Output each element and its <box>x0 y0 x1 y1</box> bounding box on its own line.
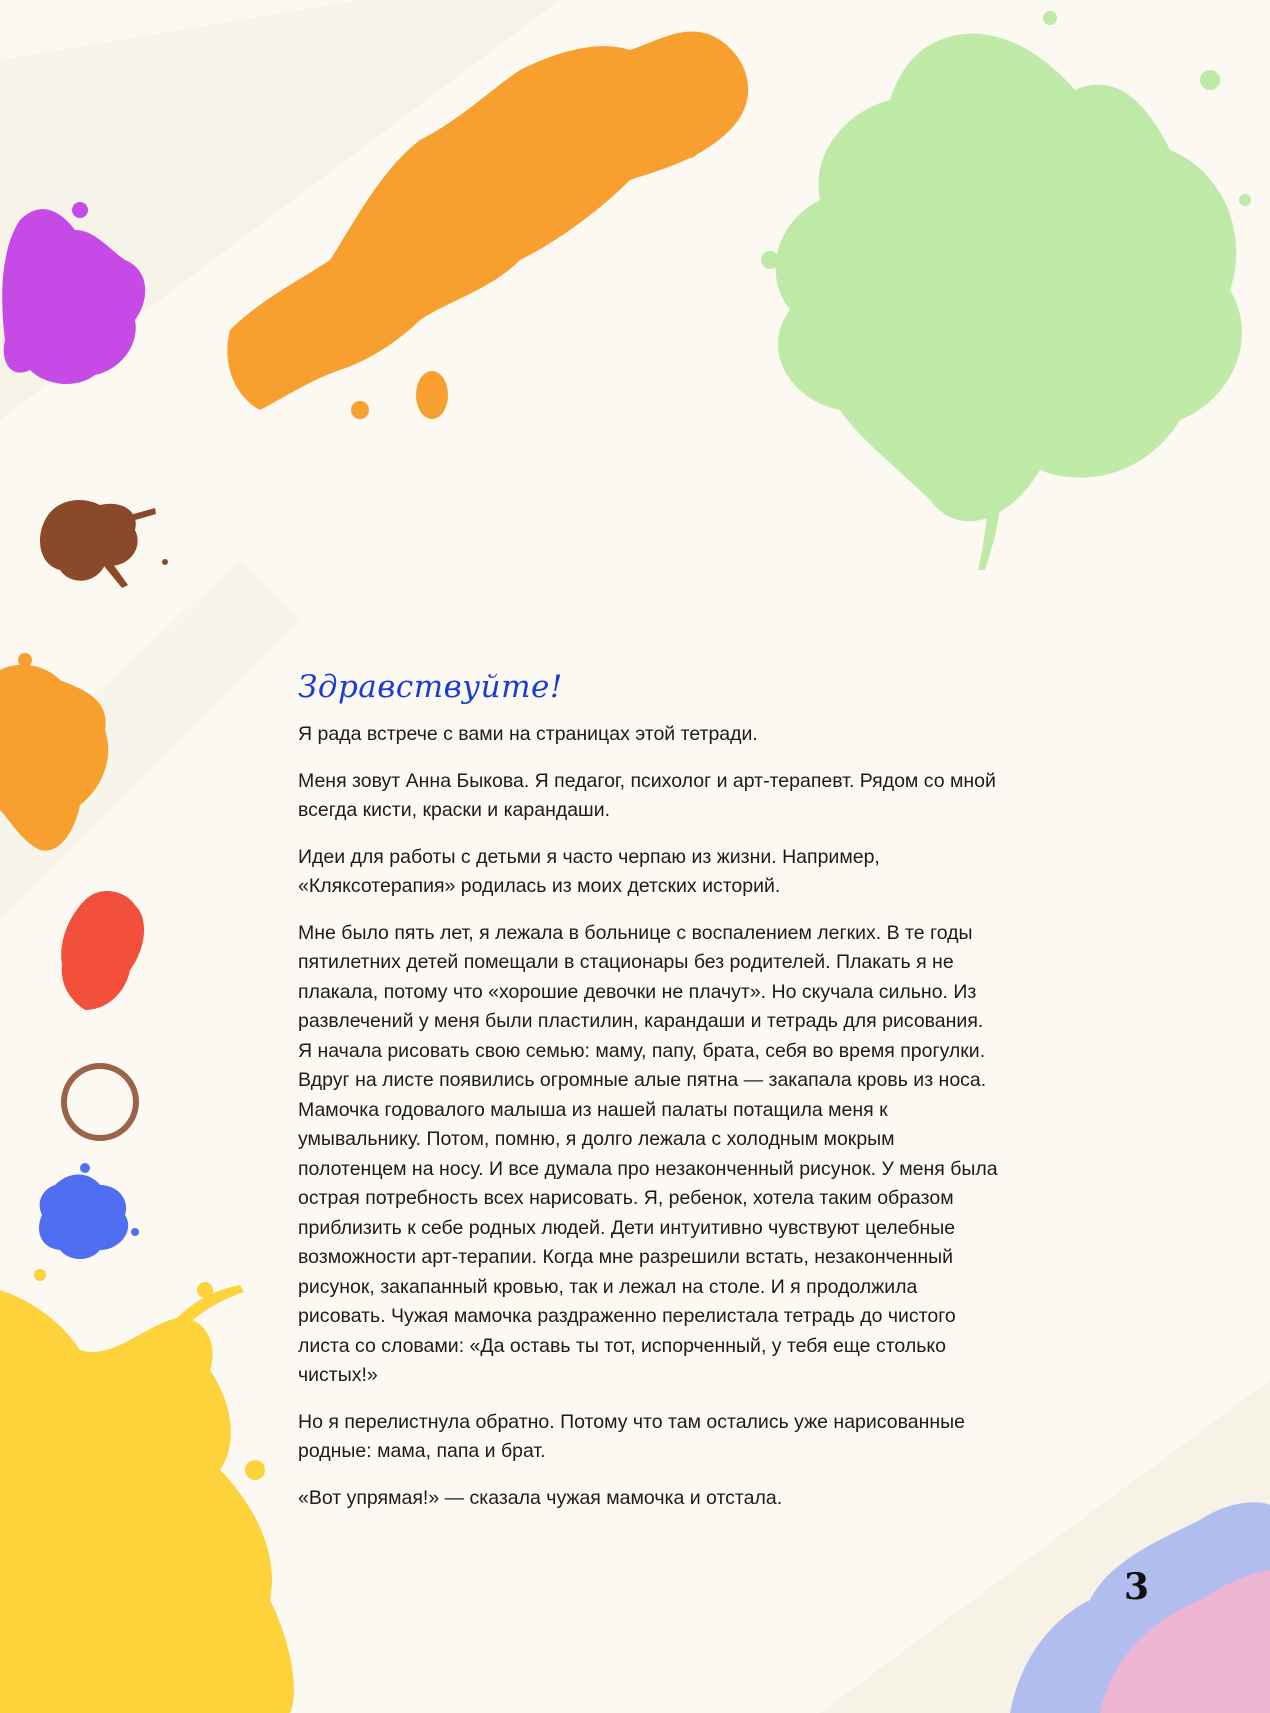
greeting-heading: Здравствуйте! <box>298 669 563 705</box>
paragraph: «Вот упрямая!» — сказала чужая мамочка и отстала. <box>298 1486 783 1509</box>
text-column <box>298 666 998 1530</box>
paragraph: Я рада встрече с вами на страницах этой тетради. <box>298 723 758 745</box>
yellow-paint-blot <box>0 1269 294 1713</box>
red-paint-blot <box>61 891 144 1010</box>
blue-paint-blot <box>39 1163 139 1259</box>
brown-paint-blot <box>40 500 168 588</box>
paragraph: Меня зовут Анна Быкова. Я педагог, психолог и арт-терапевт. Рядом со мной всегда кисти, краски и карандаши. <box>298 769 996 821</box>
green-paint-blot <box>761 11 1251 570</box>
paragraph: Но я перелистнула обратно. Потому что там остались уже нарисованные родные: мама, папа и брат. <box>298 1410 965 1462</box>
page-number: 3 <box>1124 1566 1150 1608</box>
brown-paint-ring <box>64 1066 136 1138</box>
paragraph: Идеи для работы с детьми я часто черпаю из жизни. Например, «Кляксотерапия» родилась из моих детских историй. <box>298 845 880 897</box>
paragraph: Мне было пять лет, я лежала в больнице с воспалением легких. В те годы пятилетних детей помещали в стационары без родителей. Плакать я не плакала, потому что «хорошие девочки не плачут». Но скучала сильно. Из развлечений у меня были пластилин, карандаши и тетрадь для рисования. Я начала рисовать свою семью: маму, папу, брата, себя во время прогулки. Вдруг на листе появились огромные алые пятна — закапала кровь из носа. Мамочка годовалого малыша из нашей палаты потащила меня к умывальнику. Потом, помню, я долго лежала с холодным мокрым полотенцем на носу. И все думала про незаконченный рисунок. У меня была острая потребность всех нарисовать. Я, ребенок, хотела таким образом приблизить к себе родных людей. Дети интуитивно чувствуют целебные возможности арт-терапии. Когда мне разрешили встать, незаконченный рисунок, закапанный кровью, так и лежал на столе. И я продолжила рисовать. Чужая мамочка раздраженно перелистала тетрадь до чистого листа со словами: «Да оставь ты тот, испорченный, у тебя еще столько чистых!» <box>298 921 998 1386</box>
